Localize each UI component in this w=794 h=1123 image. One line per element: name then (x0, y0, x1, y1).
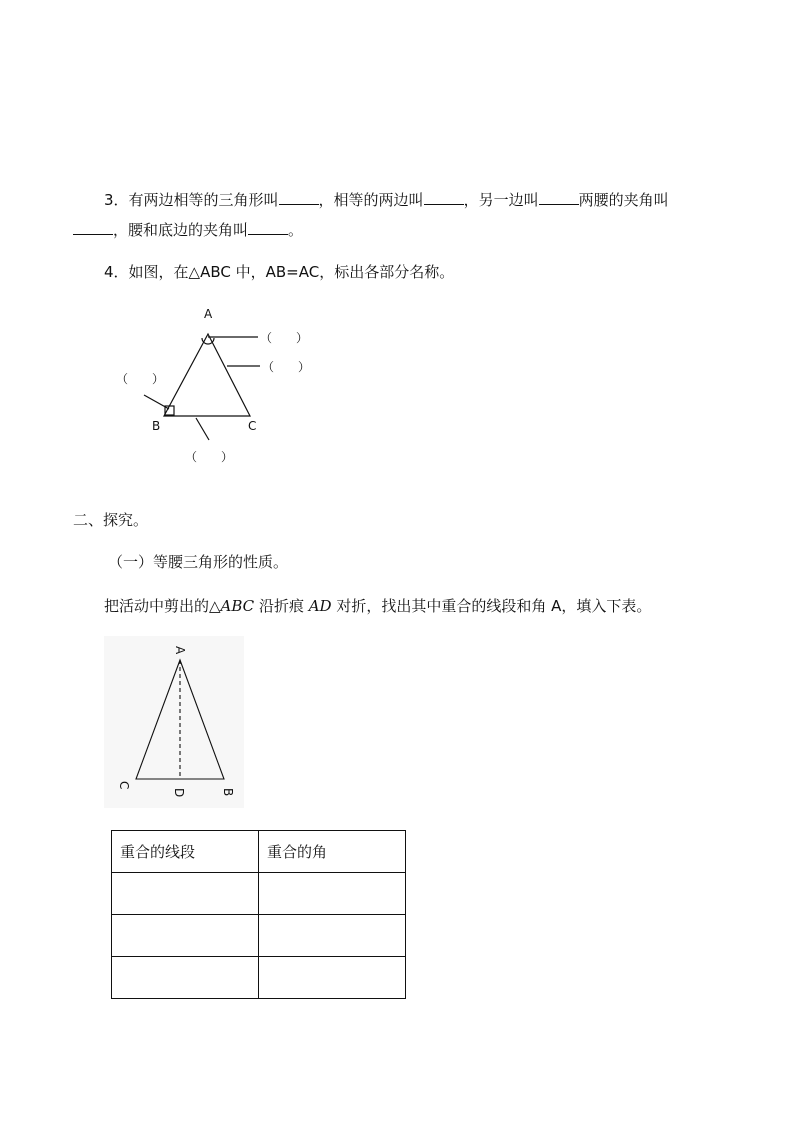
table-row (112, 957, 406, 999)
answer-blank[interactable] (539, 190, 579, 205)
triangle-abc-figure (100, 300, 340, 480)
answer-blank[interactable] (73, 220, 113, 235)
table-header-row (112, 831, 406, 873)
answer-blank[interactable] (248, 220, 288, 235)
section-2-instruction: 把活动中剪出的△ABC 沿折痕 AD 对折，找出其中重合的线段和角 A，填入下表。 (104, 597, 652, 615)
header-segments: 重合的线段 (112, 831, 259, 873)
answer-blank[interactable] (279, 190, 319, 205)
q3-text-e: ，腰和底边的夹角叫 (113, 221, 249, 239)
q3-text-f: 。 (288, 221, 304, 239)
point-d-label: D (172, 788, 186, 798)
answer-blank[interactable] (424, 190, 464, 205)
vertex-a-label: A (204, 307, 213, 321)
name-blank-side[interactable]: （ ） (262, 360, 311, 374)
table-cell[interactable] (112, 873, 259, 915)
fold-triangle-figure (104, 636, 244, 808)
q3-text-b: ，相等的两边叫 (318, 191, 424, 209)
question-4-text: 4．如图，在△ABC 中，AB=AC，标出各部分名称。 (104, 263, 455, 281)
section-2-heading: 二、探究。 (73, 511, 149, 529)
vertex-b-label: B (152, 419, 161, 433)
vertex-a-label: A (173, 646, 187, 655)
triangle-abc-outline (164, 334, 250, 416)
q3-text-d: 两腰的夹角叫 (578, 191, 669, 209)
table-cell[interactable] (112, 957, 259, 999)
q3-text-c: ，另一边叫 (463, 191, 539, 209)
leader-angle-b (144, 395, 169, 409)
table-cell[interactable] (259, 957, 406, 999)
vertex-c-label: C (117, 781, 131, 790)
table-row (112, 915, 406, 957)
overlap-table (111, 830, 406, 999)
name-blank-apex-angle[interactable]: （ ） (260, 331, 309, 345)
question-3-line-2 (73, 220, 303, 240)
name-blank-base-angle[interactable]: （ ） (116, 372, 165, 386)
vertex-b-label: B (221, 788, 235, 797)
table-cell[interactable] (259, 873, 406, 915)
header-angles: 重合的角 (259, 831, 406, 873)
table-cell[interactable] (259, 915, 406, 957)
table-cell[interactable] (112, 915, 259, 957)
question-3-line-1 (104, 190, 669, 210)
table-row (112, 873, 406, 915)
vertex-c-label: C (248, 419, 257, 433)
name-blank-base[interactable]: （ ） (185, 450, 234, 464)
leader-base-bc (196, 418, 209, 440)
section-2-subheading: （一）等腰三角形的性质。 (108, 553, 289, 571)
q3-text-a: 3．有两边相等的三角形叫 (104, 191, 279, 209)
